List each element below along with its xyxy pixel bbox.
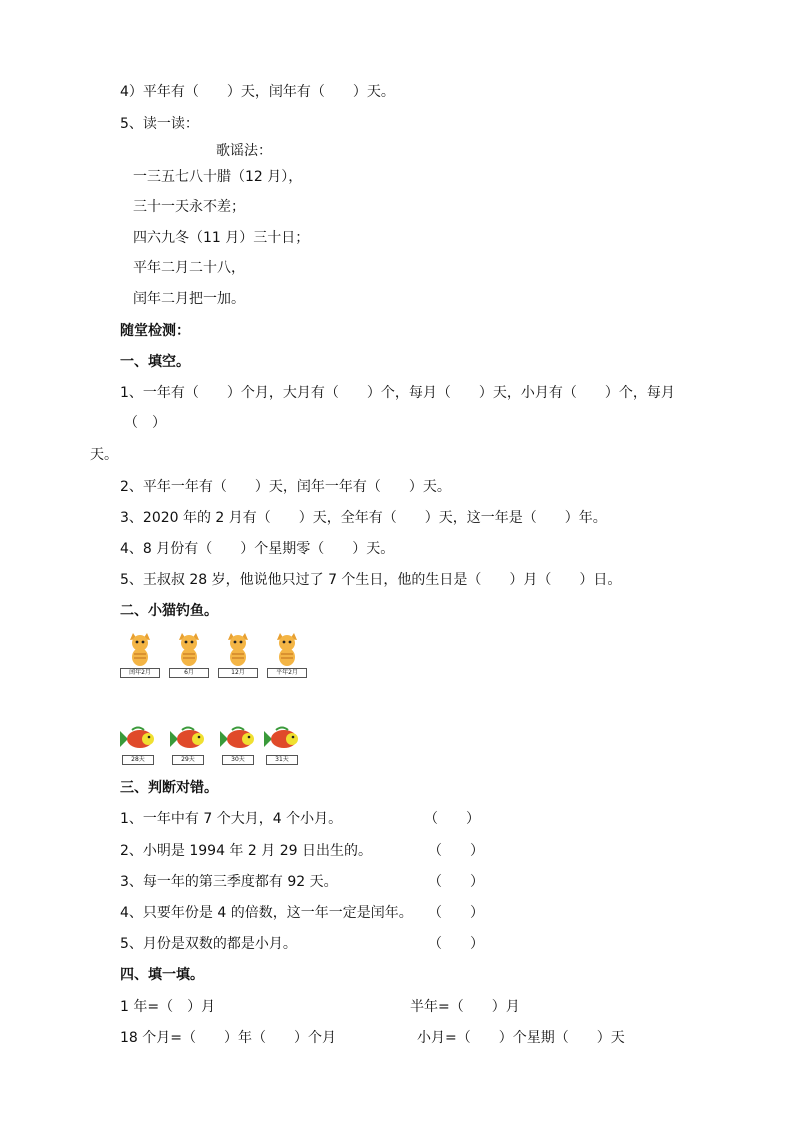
fish-card <box>168 725 208 765</box>
section-3-title: 三、判断对错。 <box>120 780 218 796</box>
fish-icon <box>168 725 208 755</box>
s1-question-2: 2、平年一年有（ ）天，闰年一年有（ ）天。 <box>120 479 451 495</box>
fish-card <box>262 725 302 765</box>
cat-card <box>267 632 307 678</box>
rhyme-title: 歌谣法： <box>216 143 272 159</box>
fish-card <box>218 725 258 765</box>
s1-question-1: 1、一年有（ ）个月，大月有（ ）个，每月（ ）天，小月有（ ）个，每月 <box>120 385 675 401</box>
fish-label: 29天 <box>172 755 204 765</box>
judge-item-4: 4、只要年份是 4 的倍数，这一年一定是闰年。 <box>120 905 413 921</box>
fill-small-month-weeks: 小月=（ ）个星期（ ）天 <box>417 1030 625 1046</box>
fish-icon <box>118 725 158 755</box>
judge-item-1: 1、一年中有 7 个大月，4 个小月。 <box>120 811 343 827</box>
cat-card <box>120 632 160 678</box>
s1-question-5: 5、王叔叔 28 岁，他说他只过了 7 个生日，他的生日是（ ）月（ ）日。 <box>120 572 622 588</box>
rhyme-line-1: 一三五七八十腊（12 月）， <box>133 169 303 185</box>
s1-question-1-blank: （ ） <box>124 415 166 431</box>
judge-answer-box-5[interactable]: （ ） <box>428 936 484 952</box>
cat-label: 6月 <box>169 668 209 678</box>
question-5-read: 5、读一读： <box>120 116 199 132</box>
judge-answer-box-1[interactable]: （ ） <box>424 811 480 827</box>
fish-label: 28天 <box>122 755 154 765</box>
rhyme-line-3: 四六九冬（11 月）三十日； <box>133 230 310 246</box>
cat-card <box>218 632 258 678</box>
judge-item-2: 2、小明是 1994 年 2 月 29 日出生的。 <box>120 843 372 859</box>
fill-half-year-months: 半年=（ ）月 <box>410 999 520 1015</box>
judge-item-5: 5、月份是双数的都是小月。 <box>120 936 297 952</box>
section-2-title: 二、小猫钓鱼。 <box>120 603 218 619</box>
cat-icon <box>224 632 252 668</box>
fish-label: 31天 <box>266 755 298 765</box>
s1-question-4: 4、8 月份有（ ）个星期零（ ）天。 <box>120 541 395 557</box>
fish-icon <box>262 725 302 755</box>
s1-question-1-end: 天。 <box>90 447 118 463</box>
judge-answer-box-3[interactable]: （ ） <box>428 874 484 890</box>
fill-year-months: 1 年=（ ）月 <box>120 999 216 1015</box>
rhyme-line-5: 闰年二月把一加。 <box>133 291 245 307</box>
judge-answer-box-4[interactable]: （ ） <box>428 905 484 921</box>
section-4-title: 四、填一填。 <box>120 967 204 983</box>
judge-item-3: 3、每一年的第三季度都有 92 天。 <box>120 874 338 890</box>
cat-label: 闰年2月 <box>120 668 160 678</box>
s1-question-3: 3、2020 年的 2 月有（ ）天，全年有（ ）天，这一年是（ ）年。 <box>120 510 607 526</box>
cat-card <box>169 632 209 678</box>
cat-icon <box>175 632 203 668</box>
judge-answer-box-2[interactable]: （ ） <box>428 843 484 859</box>
question-4-leap-days: 4）平年有（ ）天，闰年有（ ）天。 <box>120 84 395 100</box>
section-1-title: 一、填空。 <box>120 354 190 370</box>
fish-card <box>118 725 158 765</box>
fish-icon <box>218 725 258 755</box>
rhyme-line-4: 平年二月二十八， <box>133 260 245 276</box>
cat-icon <box>273 632 301 668</box>
fish-label: 30天 <box>222 755 254 765</box>
cat-icon <box>126 632 154 668</box>
cat-label: 平年2月 <box>267 668 307 678</box>
fill-18-months: 18 个月=（ ）年（ ）个月 <box>120 1030 336 1046</box>
cat-label: 12月 <box>218 668 258 678</box>
rhyme-line-2: 三十一天永不差； <box>133 199 245 215</box>
test-heading: 随堂检测： <box>120 323 190 339</box>
